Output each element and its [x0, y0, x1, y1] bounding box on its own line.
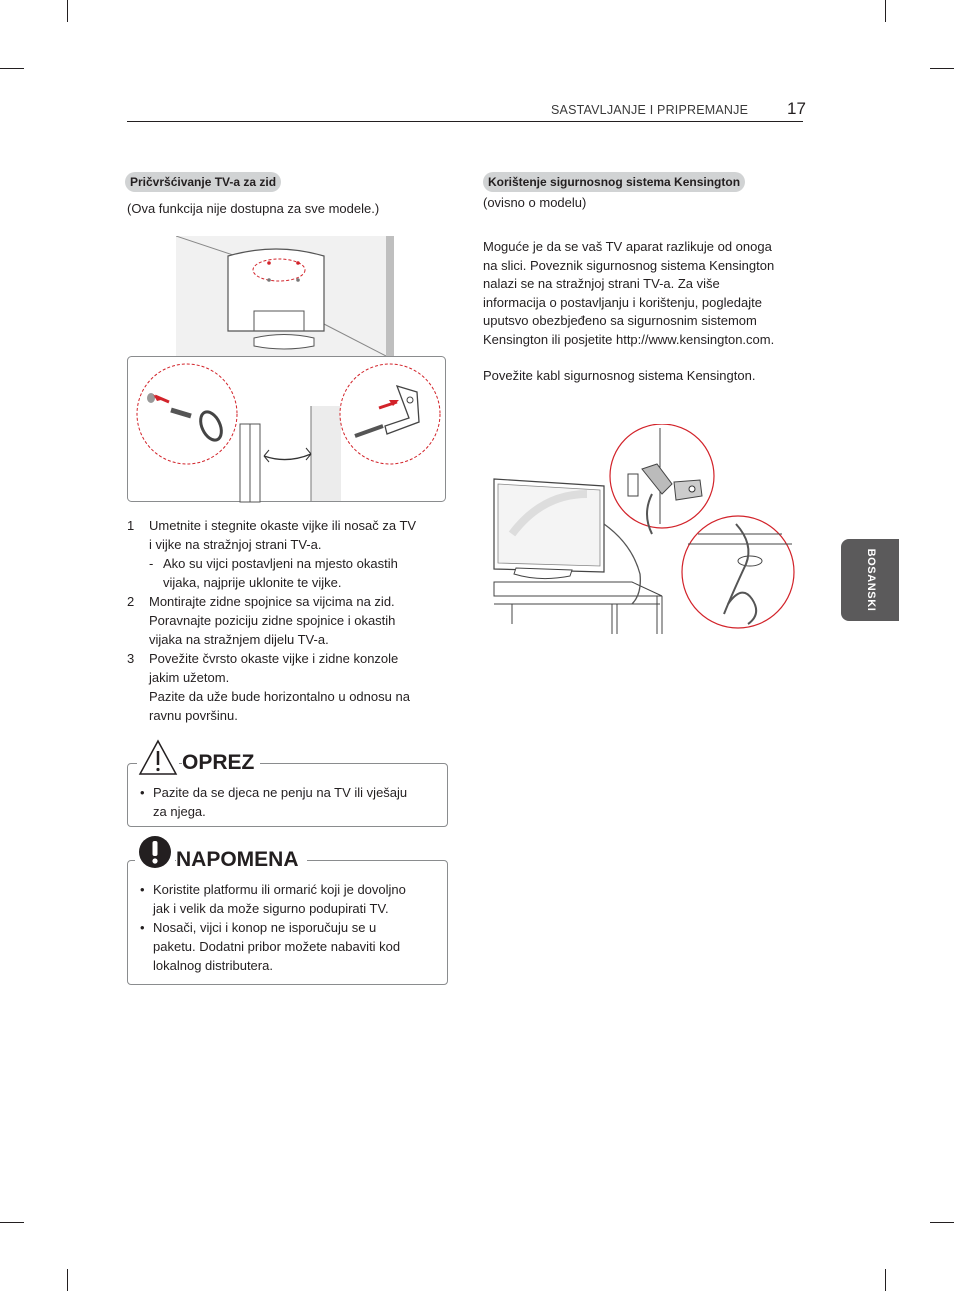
crop-mark — [0, 1222, 24, 1223]
kensington-illustration — [492, 424, 797, 636]
caution-title: OPREZ — [182, 751, 260, 775]
wall-mount-note: (Ova funkcija nije dostupna za sve modele.) — [127, 201, 380, 216]
header-rule — [127, 121, 803, 122]
note-items — [140, 880, 440, 975]
step-2: 2 Montirajte zidne spojnice sa vijcima na zid. Poravnajte poziciju zidne spojnice i okastih vijaka na stražnjem dijelu TV-a. — [127, 594, 396, 647]
wall-bracket-illustration — [127, 356, 446, 503]
instruction-steps — [127, 516, 447, 725]
crop-mark — [930, 1222, 954, 1223]
kensington-subnote: (ovisno o modelu) — [483, 195, 587, 210]
crop-mark — [885, 1269, 886, 1291]
caution-item: • Pazite da se djeca ne penju na TV ili vješaju za njega. — [140, 785, 408, 819]
language-tab-label: BOSANSKI — [865, 548, 877, 612]
crop-mark — [67, 0, 68, 22]
caution-items — [140, 783, 440, 821]
note-item: • Nosači, vijci i konop ne isporučuju se u paketu. Dodatni pribor možete nabaviti kod lokalnog distributera. — [140, 920, 401, 973]
tv-back-illustration — [176, 236, 394, 356]
kensington-connect: Povežite kabl sigurnosnog sistema Kensington. — [483, 368, 756, 383]
crop-mark — [67, 1269, 68, 1291]
kensington-heading: Korištenje sigurnosnog sistema Kensington — [483, 172, 745, 192]
exclamation-circle-icon — [135, 833, 175, 871]
section-title: SASTAVLJANJE I PRIPREMANJE — [551, 103, 749, 117]
crop-mark — [930, 68, 954, 69]
note-item: • Koristite platformu ili ormarić koji je dovoljno jak i velik da može sigurno podupirati TV. — [140, 882, 406, 916]
step-1: 1 Umetnite i stegnite okaste vijke ili nosač za TV i vijke na stražnjoj strani TV-a. — [127, 518, 417, 552]
crop-mark — [885, 0, 886, 22]
page-number: 17 — [787, 99, 806, 118]
step-3: 3 Povežite čvrsto okaste vijke i zidne konzole jakim užetom. Pazite da uže bude horizontalno u odnosu na ravnu površinu. — [127, 651, 410, 723]
crop-mark — [0, 68, 24, 69]
warning-triangle-icon — [137, 738, 179, 778]
language-tab — [841, 539, 899, 621]
step-1-sub: - Ako su vijci postavljeni na mjesto okastih vijaka, najprije uklonite te vijke. — [149, 556, 398, 590]
note-title: NAPOMENA — [176, 848, 307, 872]
kensington-paragraph: Moguće je da se vaš TV aparat razlikuje od onoga na slici. Poveznik sigurnosnog sistema Kensington nalazi se na stražnjoj strani TV-a. Za više informacija o postavljanju i korištenju, pogledajte uputsvo obezbjeđeno sa sigurnosnim sistemom Kensington ili posjetite http://www.kensington.com. — [483, 239, 775, 347]
wall-mount-heading: Pričvršćivanje TV-a za zid — [125, 172, 281, 192]
